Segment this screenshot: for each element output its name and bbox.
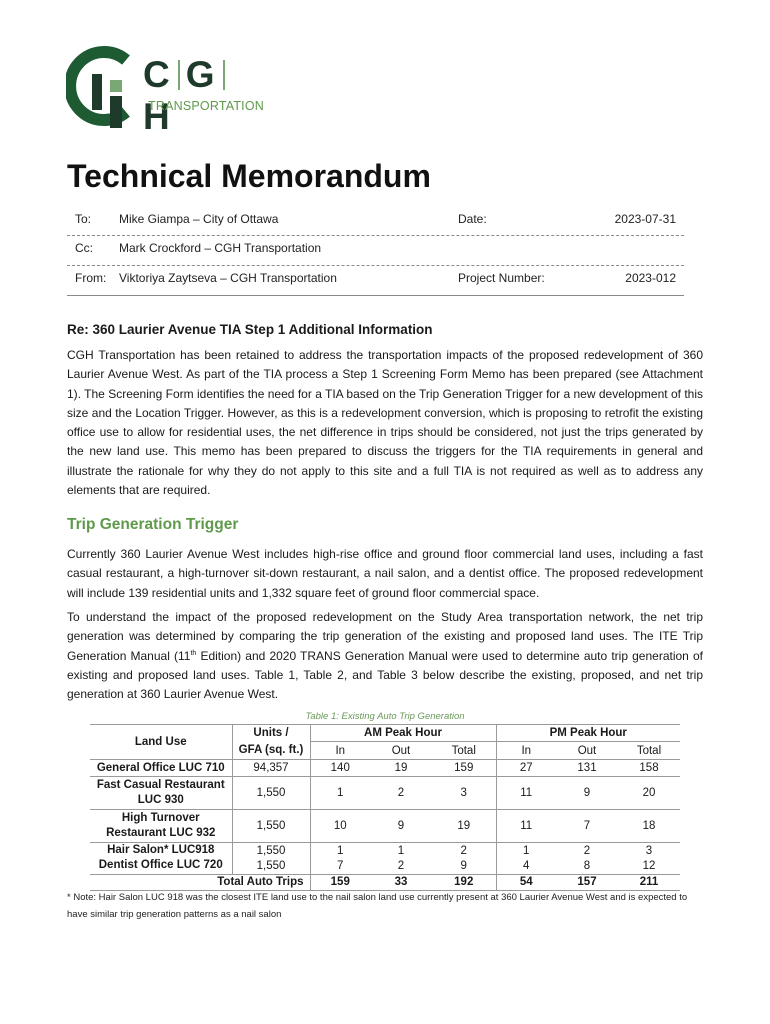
cell-am-total: 159 — [432, 760, 496, 777]
header-gfa: GFA (sq. ft.) — [232, 742, 310, 760]
logo-separator — [223, 60, 225, 90]
header-pm-peak: PM Peak Hour — [496, 725, 680, 742]
cell-pm-out: 157 — [556, 874, 618, 890]
to-value: Mike Giampa – City of Ottawa — [119, 212, 279, 226]
logo-wordmark — [143, 54, 256, 138]
row-label — [90, 810, 232, 843]
header-am-in: In — [310, 742, 370, 760]
cell-am-total: 3 — [432, 777, 496, 810]
total-label: Total Auto Trips — [90, 874, 310, 890]
row-label: Dentist Office LUC 720 — [90, 858, 232, 874]
cell-pm-total: 18 — [618, 810, 680, 843]
row-label-line: LUC 930 — [137, 794, 184, 806]
cell-am-total: 192 — [432, 874, 496, 890]
date-label: Date: — [458, 212, 487, 226]
cell-am-in: 140 — [310, 760, 370, 777]
cell-pm-total: 3 — [645, 844, 653, 857]
cell-units: 1,550 — [232, 858, 310, 874]
cc-label: Cc: — [75, 241, 93, 255]
cell-pm-in: 4 — [496, 858, 556, 874]
cgh-logo-mark — [66, 44, 146, 128]
project-number-value: 2023-012 — [625, 271, 676, 285]
header-am-peak: AM Peak Hour — [310, 725, 496, 742]
header-pm-in: In — [496, 742, 556, 760]
row-label: Hair Salon* LUC918 — [107, 844, 215, 856]
table-row — [90, 843, 680, 859]
cell-am-in: 1 — [310, 843, 370, 859]
header-am-out: Out — [370, 742, 432, 760]
cell-units: 1,550 — [232, 843, 310, 859]
project-number-label: Project Number: — [458, 271, 545, 285]
cell-pm-in: 11 — [496, 810, 556, 843]
cell-pm-out: 8 — [556, 858, 618, 874]
table-total-row — [90, 874, 680, 890]
from-label: From: — [75, 271, 107, 285]
header-units: Units / — [232, 725, 310, 742]
header-divider — [67, 265, 684, 266]
table-row — [90, 760, 680, 777]
cell-units: 94,357 — [232, 760, 310, 777]
cell-units: 1,550 — [232, 810, 310, 843]
cell-am-total: 9 — [432, 858, 496, 874]
from-value: Viktoriya Zaytseva – CGH Transportation — [119, 271, 337, 285]
cell-am-in: 1 — [310, 777, 370, 810]
cell-am-out: 33 — [370, 874, 432, 890]
table-caption: Table 1: Existing Auto Trip Generation — [305, 711, 465, 722]
cell-pm-in: 54 — [496, 874, 556, 890]
cell-pm-out: 131 — [556, 760, 618, 777]
to-label: To: — [75, 212, 92, 226]
para-text: To understand the impact of the proposed redevelopment on the Study Area transportation network, the net trip generation was determined by comparing the trip generation of the existing and proposed land uses. The ITE Trip Generation Manual (11 — [67, 610, 703, 663]
page-title: Technical Memorandum — [67, 158, 431, 194]
header-land-use: Land Use — [90, 725, 232, 760]
cell-pm-out: 9 — [556, 777, 618, 810]
section-heading: Trip Generation Trigger — [67, 516, 239, 533]
cell-am-total: 2 — [460, 844, 467, 857]
body-paragraph: Currently 360 Laurier Avenue West includes high-rise office and ground floor commercial land uses, including a fast casual restaurant, a high-turnover sit-down restaurant, a nail salon, and a dentist office. The proposed redevelopment will include 139 residential units and 1,332 square feet of ground floor commercial space. — [67, 547, 703, 600]
header-pm-total: Total — [618, 742, 680, 760]
cell-pm-out: 7 — [556, 810, 618, 843]
header-divider — [67, 235, 684, 236]
company-logo — [66, 44, 265, 137]
cc-value: Mark Crockford – CGH Transportation — [119, 241, 322, 255]
cell-pm-total: 211 — [618, 874, 680, 890]
trip-generation-table — [90, 724, 680, 891]
cell-pm-total: 12 — [618, 858, 680, 874]
cell-am-in: 10 — [310, 810, 370, 843]
cell-am-total: 19 — [432, 810, 496, 843]
logo-subtitle: TRANSPORTATION — [148, 99, 265, 113]
table-row — [90, 858, 680, 874]
cell-am-out: 2 — [370, 777, 432, 810]
row-label: General Office LUC 710 — [90, 760, 232, 777]
cell-am-out: 2 — [370, 858, 432, 874]
cell-am-out: 9 — [370, 810, 432, 843]
cell-units: 1,550 — [232, 777, 310, 810]
cell-pm-total: 158 — [618, 760, 680, 777]
table-row — [90, 810, 680, 843]
header-bottom-rule — [67, 295, 684, 296]
superscript: th — [190, 649, 197, 657]
table-row — [90, 777, 680, 810]
cell-am-out: 1 — [397, 844, 405, 857]
cell-am-in: 159 — [310, 874, 370, 890]
cell-pm-in: 1 — [496, 843, 556, 859]
row-label-line: Fast Casual Restaurant — [96, 779, 225, 791]
cell-pm-out: 2 — [583, 844, 591, 857]
row-label — [90, 777, 232, 810]
body-paragraph — [67, 608, 703, 704]
header-am-total: Total — [432, 742, 496, 760]
intro-paragraph: CGH Transportation has been retained to address the transportation impacts of the proposed redevelopment of 360 Laurier Avenue West. As part of the TIA process a Step 1 Screening Form Memo has been prepared (see Attachment 1). The Screening Form identifies the need for a TIA based on the Trip Generation Trigger for a new development of this size and the Location Trigger. However, as this is a redevelopment conversion, which is proposing to retrofit the existing office use to allow for residential uses, the net difference in trips should be considered, not just the trips generated by the new land use. This memo has been prepared to discuss the triggers for the TIA requirements in general and illustrate the rationale for why they do not apply to this site and a full TIA is not required as well as to address any elements that are required. — [67, 348, 703, 498]
subject-line: Re: 360 Laurier Avenue TIA Step 1 Additional Information — [67, 322, 433, 337]
logo-name: C GH — [143, 54, 231, 137]
row-label-line: High Turnover — [121, 812, 200, 824]
table-note: * Note: Hair Salon LUC 918 was the closest ITE land use to the nail salon land use currently present at 360 Laurier Avenue West and is expected to have similar trip generation patterns as a nail salon — [67, 892, 688, 920]
row-label-line: Restaurant LUC 932 — [106, 827, 216, 839]
para-text: Edition) and 2020 TRANS Generation Manual were used to determine auto trip generation of existing and proposed land uses. Table 1, Table 2, and Table 3 below describe the existing, proposed, and net trip generation at 360 Laurier Avenue West. — [67, 648, 703, 702]
cell-pm-in: 11 — [496, 777, 556, 810]
header-pm-out: Out — [556, 742, 618, 760]
cell-am-in: 7 — [310, 858, 370, 874]
logo-separator — [178, 60, 180, 90]
cell-am-out: 19 — [370, 760, 432, 777]
cell-pm-in: 27 — [496, 760, 556, 777]
cell-pm-total: 20 — [618, 777, 680, 810]
date-value: 2023-07-31 — [614, 212, 676, 226]
